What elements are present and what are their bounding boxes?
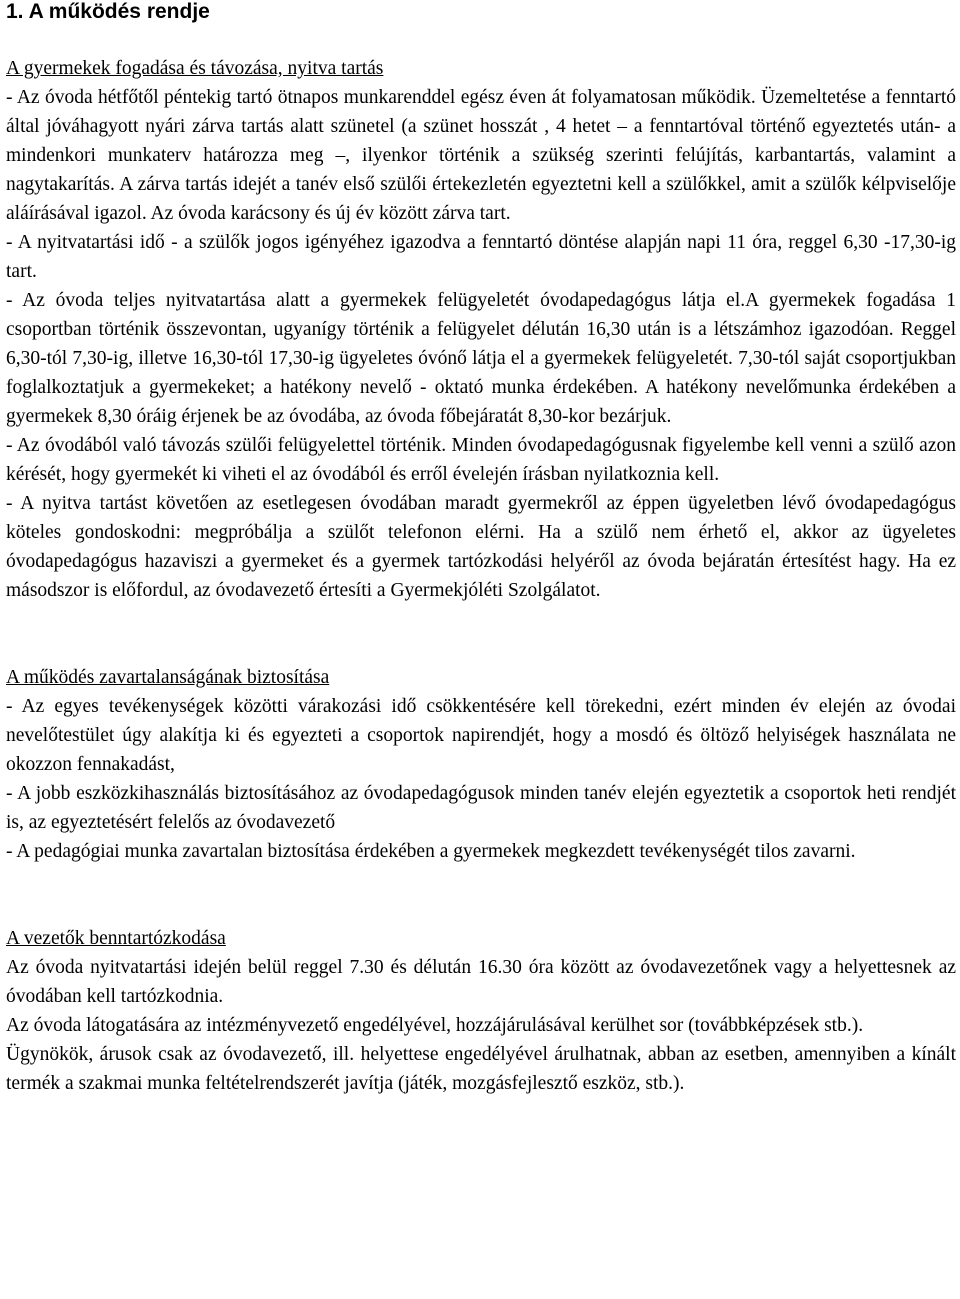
paragraph: - A nyitvatartási idő - a szülők jogos igényéhez igazodva a fenntartó döntése alapján napi 11 óra, reggel 6,30 -17,30-ig tart. — [6, 232, 956, 282]
section-smooth-operation — [6, 663, 956, 866]
section-opening-hours — [6, 54, 956, 605]
paragraph: - Az óvoda teljes nyitvatartása alatt a gyermekek felügyeletét óvodapedagógus látja el.A gyermekek fogadása 1 csoportban történik összevontan, ugyanígy történik a felügyelet délután 16,30 után is a létszámhoz igazodóan. Reggel 6,30-tól 7,30-ig, illetve 16,30-tól 17,30-ig ügyeletes óvónő látja el a gyermekek felügyeletét. 7,30-tól saját csoportjukban foglalkoztatjuk a gyermekeket; a hatékony nevelő - oktató munka érdekében. A hatékony nevelőmunka érdekében a gyermekek 8,30 óráig érjenek be az óvodába, az óvoda főbejáratát 8,30-kor bezárjuk. — [6, 290, 956, 427]
paragraph: Az óvoda nyitvatartási idején belül reggel 7.30 és délután 16.30 óra között az óvodavezetőnek vagy a helyettesnek az óvodában kell tartózkodnia. — [6, 957, 956, 1007]
document-title: 1. A működés rendje — [6, 0, 210, 23]
section-leader-presence — [6, 924, 956, 1098]
paragraph: Ügynökök, árusok csak az óvodavezető, ill. helyettese engedélyével árulhatnak, abban az esetben, amennyiben a kínált termék a szakmai munka feltételrendszerét javítja (játék, mozgásfejlesztő eszköz, stb.). — [6, 1044, 956, 1094]
section-heading: A gyermekek fogadása és távozása, nyitva tartás — [6, 58, 384, 79]
paragraph: Az óvoda látogatására az intézményvezető engedélyével, hozzájárulásával kerülhet sor (továbbképzések stb.). — [6, 1015, 864, 1036]
section-heading: A működés zavartalanságának biztosítása — [6, 667, 330, 688]
paragraph: - A jobb eszközkihasználás biztosításához az óvodapedagógusok minden tanév elején egyeztetik a csoportok heti rendjét is, az egyeztetésért felelős az óvodavezető — [6, 783, 956, 833]
document-page — [6, 0, 956, 1098]
paragraph: - Az óvoda hétfőtől péntekig tartó ötnapos munkarenddel egész éven át folyamatosan működik. Üzemeltetése a fenntartó által jóváhagyott nyári zárva tartás alatt szünetel (a szünet hosszát , 4 hetet – a fenntartóval történő egyeztetés után- a mindenkori munkaterv határozza meg –, ilyenkor történik a szükség szerinti felújítás, karbantartás, valamint a nagytakarítás. A zárva tartás idejét a tanév első szülői értekezletén egyeztetni kell a szülőkkel, amit a szülők kélpviselője aláírásával igazol. Az óvoda karácsony és új év között zárva tart. — [6, 87, 956, 224]
paragraph: - Az egyes tevékenységek közötti várakozási idő csökkentésére kell törekedni, ezért minden év elején az óvodai nevelőtestület úgy alakítja ki és egyezteti a csoportok napirendjét, hogy a mosdó és öltöző helyiségek használata ne okozzon fennakadást, — [6, 696, 956, 775]
paragraph: - A pedagógiai munka zavartalan biztosítása érdekében a gyermekek megkezdett tevékenységét tilos zavarni. — [6, 841, 856, 862]
paragraph: - Az óvodából való távozás szülői felügyelettel történik. Minden óvodapedagógusnak figyelembe kell venni a szülő azon kérését, hogy gyermekét ki viheti el az óvodából és erről évelején írásban nyilatkoznia kell. — [6, 435, 956, 485]
paragraph: - A nyitva tartást követően az esetlegesen óvodában maradt gyermekről az éppen ügyeletben lévő óvodapedagógus köteles gondoskodni: megpróbálja a szülőt telefonon elérni. Ha a szülő nem érhető el, akkor az ügyeletes óvodapedagógus hazaviszi a gyermeket és a gyermek tartózkodási helyéről az óvoda bejáratán értesítést hagy. Ha ez másodszor is előfordul, az óvodavezető értesíti a Gyermekjóléti Szolgálatot. — [6, 493, 956, 601]
section-heading: A vezetők benntartózkodása — [6, 928, 226, 949]
